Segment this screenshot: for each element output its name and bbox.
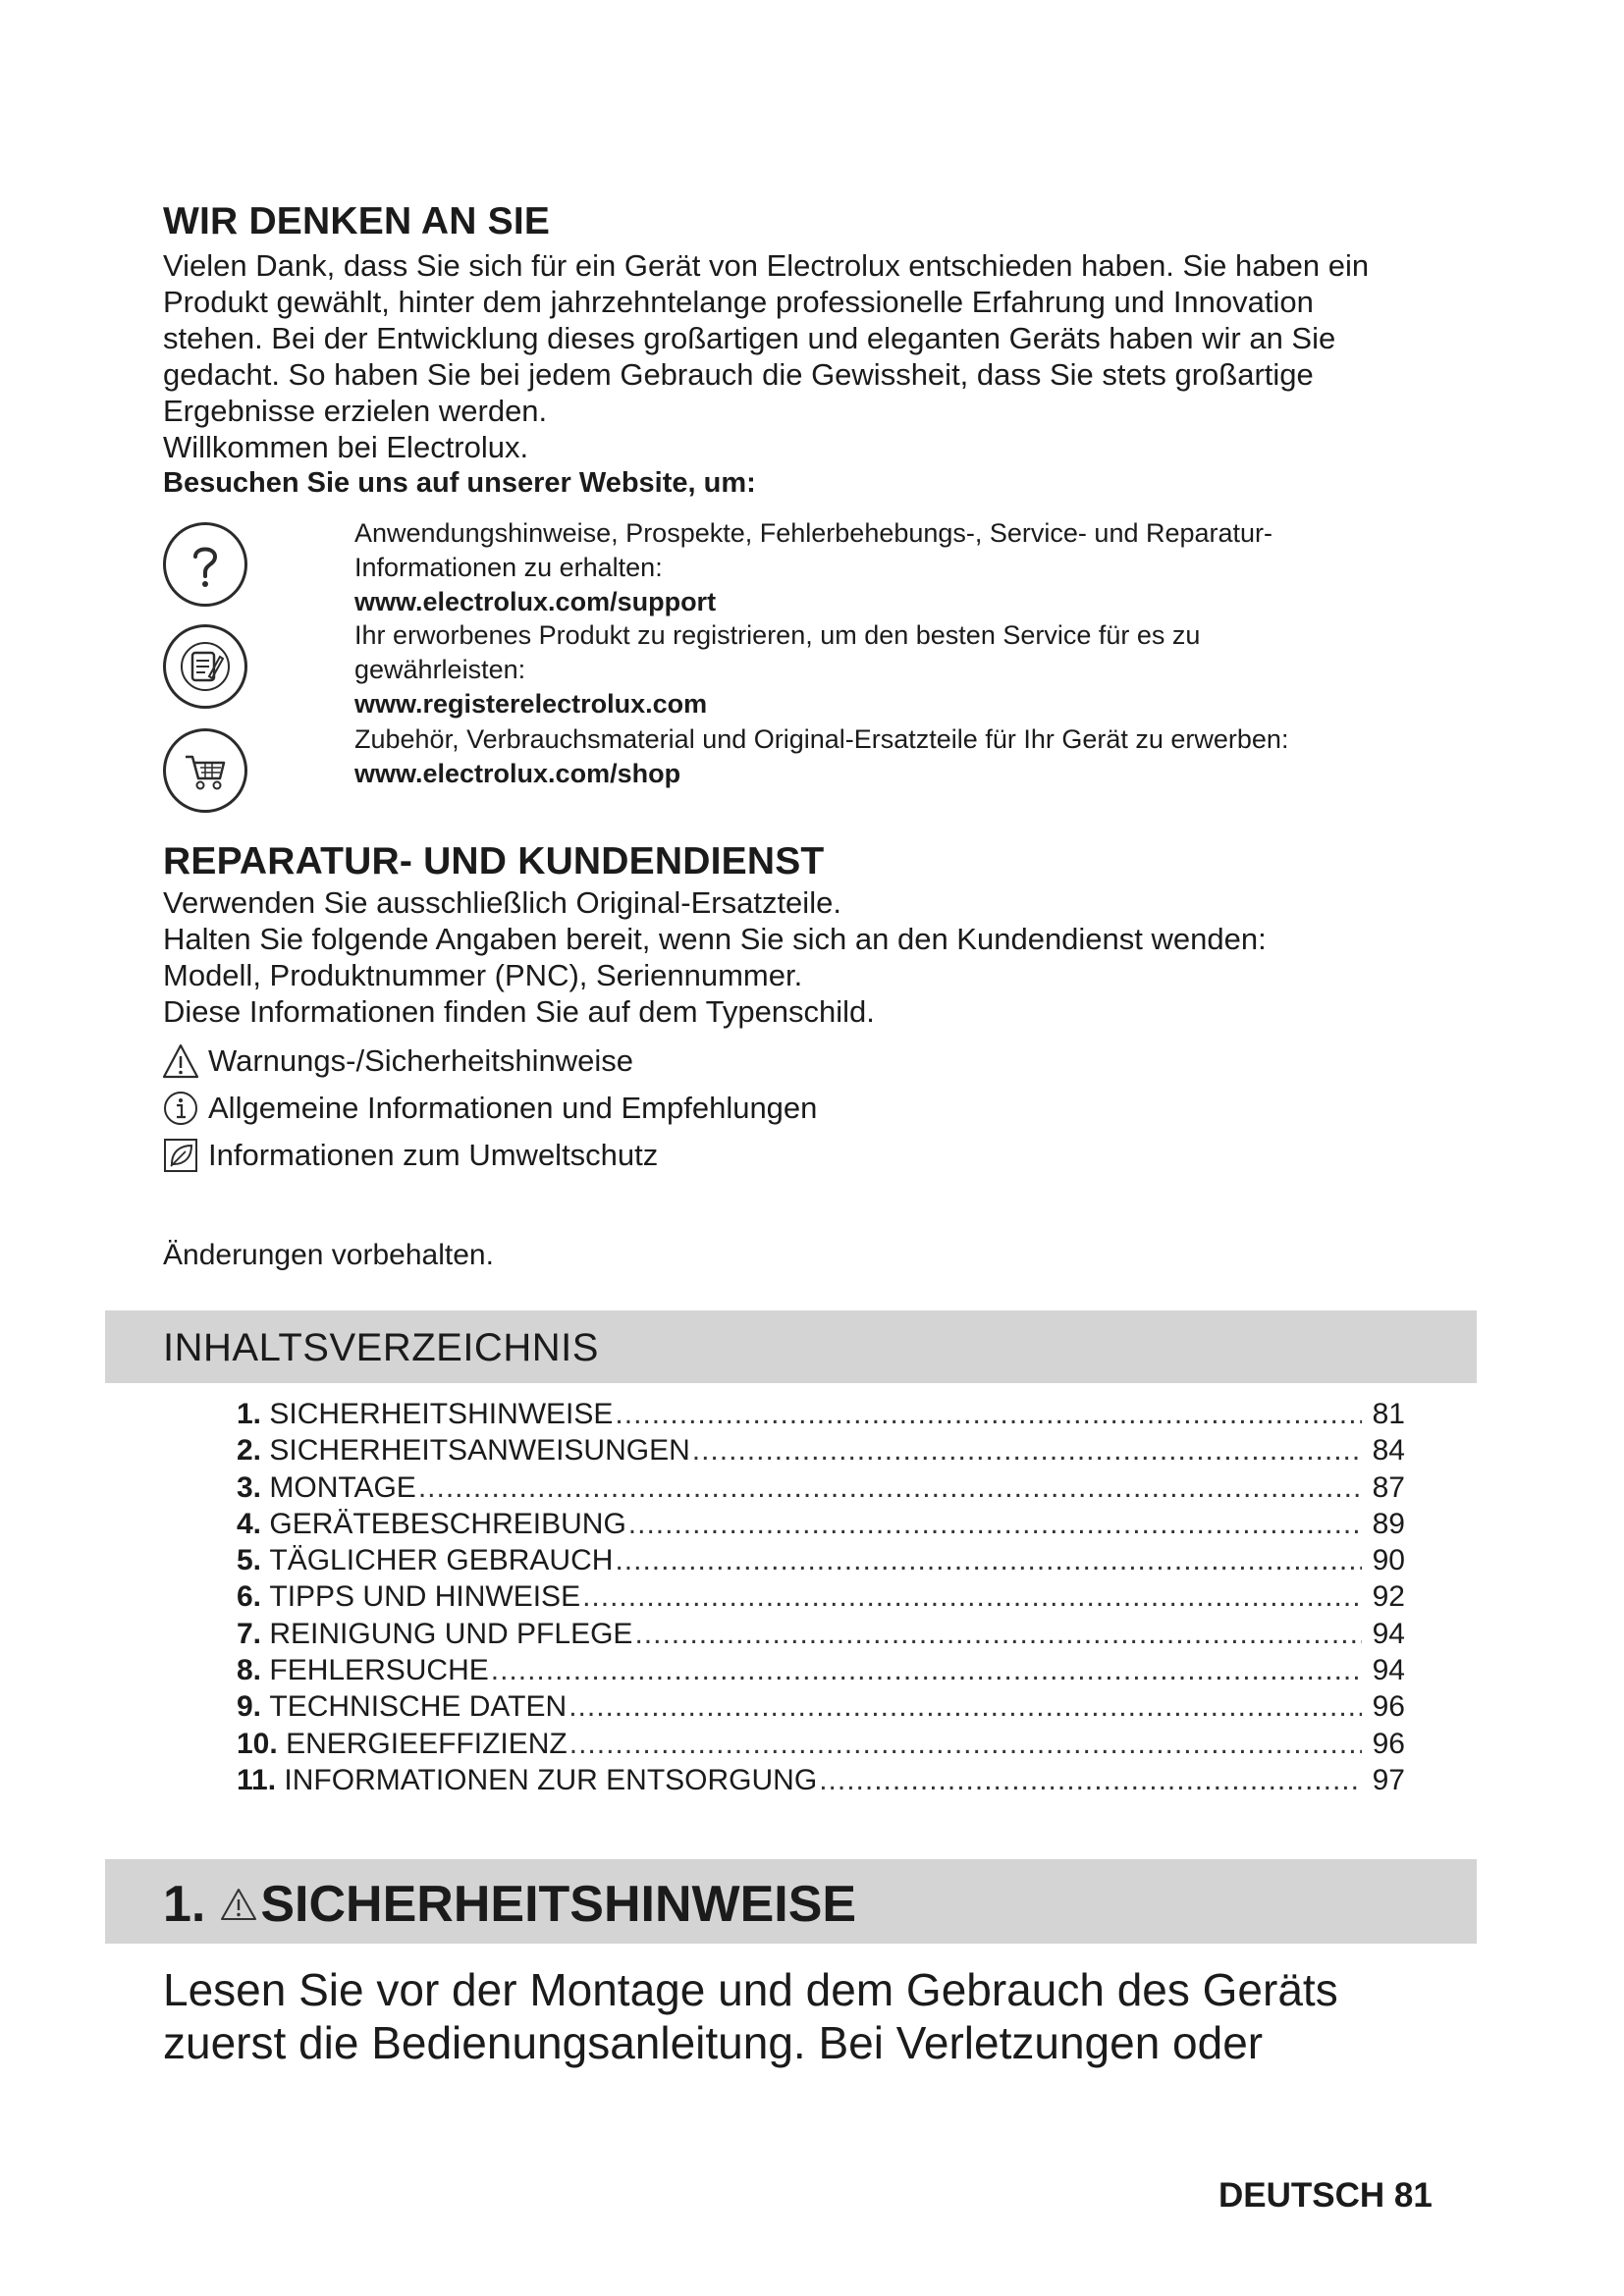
- service-line: Verwenden Sie ausschließlich Original-Ersatzteile.: [163, 885, 841, 920]
- toc-item-label: TECHNISCHE DATEN: [269, 1690, 568, 1724]
- toc-item-label: TIPPS UND HINWEISE: [269, 1580, 581, 1614]
- toc-item[interactable]: [237, 1618, 1405, 1654]
- toc-item-page: 94: [1372, 1617, 1405, 1650]
- toc-header-band: [105, 1310, 1477, 1383]
- toc-item-label: FEHLERSUCHE: [269, 1654, 489, 1687]
- link-shop-line: Zubehör, Verbrauchsmaterial und Original-Ersatzteile für Ihr Gerät zu erwerben:: [354, 724, 1289, 754]
- legend-item: [161, 1132, 817, 1179]
- toc-item-number: 5.: [237, 1544, 262, 1577]
- register-form-icon: [163, 624, 247, 709]
- service-line: Modell, Produktnummer (PNC), Seriennummer.: [163, 958, 803, 992]
- toc-leader: [692, 1434, 1362, 1468]
- toc-item-number: 11.: [237, 1763, 277, 1796]
- link-register-url[interactable]: www.registerelectrolux.com: [354, 689, 708, 719]
- toc-item[interactable]: [237, 1764, 1405, 1800]
- legend-text: Informationen zum Umweltschutz: [208, 1138, 659, 1172]
- changes-note: Änderungen vorbehalten.: [163, 1239, 494, 1271]
- info-icon: [161, 1089, 200, 1128]
- toc-leader: [491, 1654, 1362, 1687]
- toc-item-page: 89: [1372, 1507, 1405, 1540]
- intro-paragraph: [163, 247, 1369, 502]
- toc-item-label: SICHERHEITSHINWEISE: [269, 1398, 614, 1430]
- section1-line: Lesen Sie vor der Montage und dem Gebrauch des Geräts: [163, 1964, 1338, 2015]
- legend-item: [161, 1038, 817, 1085]
- link-support-line: Informationen zu erhalten:: [354, 553, 663, 582]
- toc-item-number: 8.: [237, 1654, 262, 1687]
- link-register-line: gewährleisten:: [354, 655, 526, 684]
- intro-welcome: Willkommen bei Electrolux.: [163, 430, 529, 464]
- toc-leader: [418, 1471, 1362, 1505]
- service-line: Diese Informationen finden Sie auf dem Typenschild.: [163, 994, 875, 1029]
- toc-list: [237, 1398, 1405, 1800]
- service-heading: REPARATUR- UND KUNDENDIENST: [163, 840, 825, 882]
- environment-leaf-icon: [161, 1136, 200, 1175]
- toc-item[interactable]: [237, 1471, 1405, 1508]
- legend-list: [161, 1038, 817, 1179]
- question-mark-icon: [163, 522, 247, 607]
- toc-item-number: 9.: [237, 1690, 262, 1724]
- toc-item-label: REINIGUNG UND PFLEGE: [269, 1617, 633, 1650]
- toc-item[interactable]: [237, 1654, 1405, 1690]
- toc-item[interactable]: [237, 1690, 1405, 1727]
- intro-heading: WIR DENKEN AN SIE: [163, 200, 551, 242]
- section1-number: 1.: [163, 1876, 206, 1933]
- section1-line: zuerst die Bedienungsanleitung. Bei Verletzungen oder: [163, 2017, 1264, 2068]
- toc-leader: [819, 1764, 1362, 1797]
- toc-item-label: ENERGIEEFFIZIENZ: [286, 1727, 568, 1760]
- toc-item[interactable]: [237, 1580, 1405, 1617]
- toc-leader: [634, 1618, 1362, 1651]
- toc-leader: [569, 1728, 1362, 1761]
- toc-title: INHALTSVERZEICHNIS: [163, 1326, 599, 1369]
- intro-line: Ergebnisse erzielen werden.: [163, 394, 548, 428]
- toc-item-number: 6.: [237, 1580, 262, 1614]
- link-support-url[interactable]: www.electrolux.com/support: [354, 587, 717, 616]
- toc-item-number: 10.: [237, 1727, 278, 1760]
- toc-item-label: INFORMATIONEN ZUR ENTSORGUNG: [284, 1763, 818, 1796]
- toc-item-page: 84: [1372, 1434, 1405, 1468]
- link-support-line: Anwendungshinweise, Prospekte, Fehlerbehebungs-, Service- und Reparatur-: [354, 518, 1273, 548]
- toc-leader: [615, 1544, 1362, 1577]
- toc-leader: [582, 1580, 1362, 1614]
- toc-leader: [568, 1690, 1362, 1724]
- toc-item-page: 97: [1372, 1763, 1405, 1796]
- toc-item-number: 1.: [237, 1398, 262, 1430]
- toc-item-number: 3.: [237, 1470, 262, 1504]
- toc-item-label: TÄGLICHER GEBRAUCH: [269, 1544, 614, 1577]
- toc-item-label: MONTAGE: [269, 1470, 416, 1504]
- toc-item-page: 96: [1372, 1727, 1405, 1760]
- service-paragraph: [163, 884, 1267, 1030]
- intro-line: Produkt gewählt, hinter dem jahrzehntelange professionelle Erfahrung und Innovation: [163, 285, 1314, 319]
- toc-item-label: GERÄTEBESCHREIBUNG: [269, 1507, 626, 1540]
- toc-item-page: 90: [1372, 1544, 1405, 1577]
- intro-line: gedacht. So haben Sie bei jedem Gebrauch die Gewissheit, dass Sie stets großartige: [163, 357, 1314, 392]
- shopping-cart-icon: [163, 728, 247, 813]
- toc-item[interactable]: [237, 1728, 1405, 1764]
- service-line: Halten Sie folgende Angaben bereit, wenn Sie sich an den Kundendienst wenden:: [163, 922, 1267, 956]
- warning-triangle-icon: [161, 1041, 200, 1081]
- toc-leader: [615, 1398, 1362, 1431]
- legend-text: Warnungs-/Sicherheitshinweise: [208, 1043, 634, 1078]
- link-register: [354, 618, 1200, 721]
- toc-item-label: SICHERHEITSANWEISUNGEN: [269, 1434, 690, 1468]
- section1-intro: [163, 1963, 1338, 2069]
- section1-title: [163, 1875, 856, 1934]
- link-support: [354, 516, 1272, 619]
- link-shop-url[interactable]: www.electrolux.com/shop: [354, 759, 681, 788]
- intro-line: Vielen Dank, dass Sie sich für ein Gerät von Electrolux entschieden haben. Sie haben ein: [163, 248, 1370, 283]
- toc-item-page: 94: [1372, 1654, 1405, 1687]
- legend-item: [161, 1085, 817, 1132]
- warning-triangle-icon: [219, 1887, 258, 1922]
- page-footer: DEUTSCH 81: [1218, 2176, 1433, 2215]
- toc-item-number: 2.: [237, 1434, 262, 1468]
- toc-item-number: 4.: [237, 1507, 262, 1540]
- toc-item[interactable]: [237, 1434, 1405, 1470]
- link-register-line: Ihr erworbenes Produkt zu registrieren, um den besten Service für es zu: [354, 620, 1201, 650]
- toc-item[interactable]: [237, 1398, 1405, 1434]
- toc-item-page: 81: [1372, 1398, 1405, 1430]
- toc-item[interactable]: [237, 1544, 1405, 1580]
- toc-item[interactable]: [237, 1508, 1405, 1544]
- toc-item-page: 92: [1372, 1580, 1405, 1614]
- toc-item-page: 87: [1372, 1470, 1405, 1504]
- toc-item-number: 7.: [237, 1617, 262, 1650]
- section1-title-text: SICHERHEITSHINWEISE: [260, 1876, 857, 1933]
- section1-header-band: [105, 1859, 1477, 1944]
- toc-leader: [628, 1508, 1362, 1541]
- link-shop: [354, 722, 1288, 791]
- intro-visit: Besuchen Sie uns auf unserer Website, um:: [163, 467, 756, 499]
- intro-line: stehen. Bei der Entwicklung dieses großartigen und eleganten Geräts haben wir an Sie: [163, 321, 1336, 355]
- legend-text: Allgemeine Informationen und Empfehlungen: [208, 1091, 818, 1125]
- toc-item-page: 96: [1372, 1690, 1405, 1724]
